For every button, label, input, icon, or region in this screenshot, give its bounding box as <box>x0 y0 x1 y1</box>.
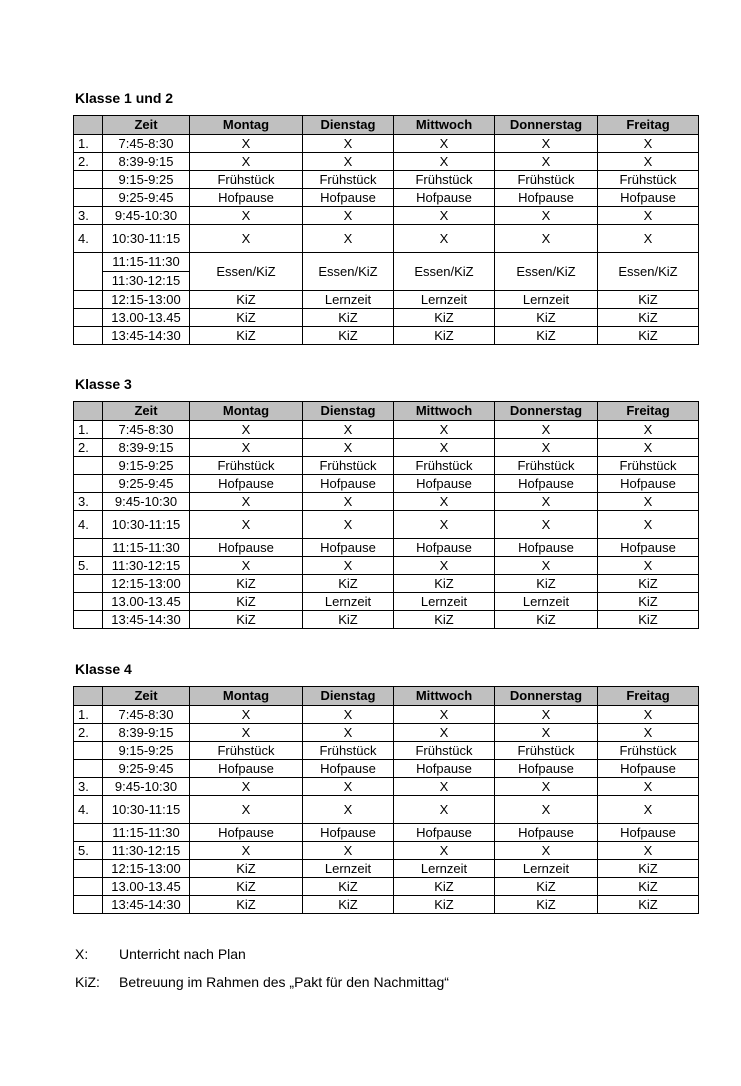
period-number-cell <box>74 824 103 842</box>
table-row <box>74 327 699 345</box>
schedule-cell: Hofpause <box>598 539 699 557</box>
legend-item-kiz <box>75 974 449 990</box>
schedule-cell: KiZ <box>303 309 394 327</box>
table-row <box>74 539 699 557</box>
schedule-cell: X <box>190 724 303 742</box>
schedule-cell: Lernzeit <box>394 291 495 309</box>
schedule-cell: KiZ <box>598 896 699 914</box>
time-cell: 8:39-9:15 <box>103 439 190 457</box>
schedule-cell: X <box>598 421 699 439</box>
table-row <box>74 724 699 742</box>
schedule-cell: KiZ <box>598 575 699 593</box>
table-row <box>74 896 699 914</box>
schedule-cell: Hofpause <box>598 189 699 207</box>
time-cell: 11:30-12:15 <box>103 842 190 860</box>
schedule-cell: KiZ <box>598 611 699 629</box>
schedule-cell: Hofpause <box>190 824 303 842</box>
time-cell: 9:15-9:25 <box>103 742 190 760</box>
schedule-cell: Hofpause <box>495 475 598 493</box>
schedule-cell: Lernzeit <box>303 291 394 309</box>
table-header-row <box>74 116 699 135</box>
header-cell: Dienstag <box>303 687 394 706</box>
table-row <box>74 778 699 796</box>
period-number-cell <box>74 860 103 878</box>
schedule-cell: X <box>598 706 699 724</box>
table-row <box>74 475 699 493</box>
schedule-cell: KiZ <box>190 878 303 896</box>
time-cell: 9:25-9:45 <box>103 475 190 493</box>
period-number-cell <box>74 457 103 475</box>
period-number-cell: 5. <box>74 557 103 575</box>
section-title-klasse-1-2: Klasse 1 und 2 <box>75 90 174 106</box>
schedule-cell: X <box>394 225 495 253</box>
schedule-cell: X <box>190 153 303 171</box>
header-cell: Dienstag <box>303 116 394 135</box>
legend-key: KiZ: <box>75 974 100 990</box>
period-number-cell: 4. <box>74 225 103 253</box>
legend-key: X: <box>75 946 89 962</box>
schedule-cell: X <box>598 153 699 171</box>
schedule-cell: X <box>598 796 699 824</box>
schedule-cell: Lernzeit <box>394 860 495 878</box>
time-cell: 13.00-13.45 <box>103 593 190 611</box>
time-cell: 9:45-10:30 <box>103 207 190 225</box>
table-row <box>74 878 699 896</box>
schedule-cell: KiZ <box>598 593 699 611</box>
schedule-cell: KiZ <box>394 611 495 629</box>
schedule-cell: KiZ <box>495 309 598 327</box>
header-cell: Mittwoch <box>394 687 495 706</box>
schedule-cell: X <box>598 493 699 511</box>
schedule-cell: X <box>394 557 495 575</box>
legend-text: Unterricht nach Plan <box>119 946 246 962</box>
timetable-klasse-1-2 <box>73 115 699 345</box>
period-number-cell: 2. <box>74 153 103 171</box>
schedule-cell: X <box>598 842 699 860</box>
time-cell: 7:45-8:30 <box>103 706 190 724</box>
schedule-cell: KiZ <box>303 878 394 896</box>
time-cell: 13.00-13.45 <box>103 878 190 896</box>
schedule-cell: Hofpause <box>495 189 598 207</box>
timetable-klasse-3 <box>73 401 699 629</box>
schedule-cell: X <box>394 207 495 225</box>
header-cell: Montag <box>190 687 303 706</box>
legend-item-x <box>75 946 246 962</box>
schedule-cell: Frühstück <box>495 171 598 189</box>
schedule-cell: X <box>190 207 303 225</box>
schedule-cell: Hofpause <box>394 475 495 493</box>
time-cell: 12:15-13:00 <box>103 291 190 309</box>
legend-text: Betreuung im Rahmen des „Pakt für den Nachmittag“ <box>119 974 449 990</box>
schedule-cell: X <box>495 842 598 860</box>
schedule-cell: Frühstück <box>598 742 699 760</box>
time-cell: 10:30-11:15 <box>103 225 190 253</box>
period-number-cell <box>74 253 103 291</box>
schedule-cell: X <box>598 557 699 575</box>
schedule-cell: Frühstück <box>598 457 699 475</box>
schedule-cell: KiZ <box>190 860 303 878</box>
schedule-cell: X <box>190 778 303 796</box>
schedule-cell: X <box>303 796 394 824</box>
schedule-cell: Hofpause <box>394 824 495 842</box>
period-number-cell: 2. <box>74 724 103 742</box>
period-number-cell <box>74 611 103 629</box>
time-cell: 10:30-11:15 <box>103 796 190 824</box>
schedule-cell: X <box>394 511 495 539</box>
schedule-cell: X <box>303 225 394 253</box>
section-title-klasse-4: Klasse 4 <box>75 661 132 677</box>
table-row <box>74 457 699 475</box>
time-cell: 13.00-13.45 <box>103 309 190 327</box>
time-cell: 10:30-11:15 <box>103 511 190 539</box>
schedule-cell: X <box>394 706 495 724</box>
header-cell-blank <box>74 116 103 135</box>
header-cell: Zeit <box>103 116 190 135</box>
time-cell: 9:45-10:30 <box>103 778 190 796</box>
table-header-row <box>74 402 699 421</box>
schedule-cell: KiZ <box>394 575 495 593</box>
timetable-klasse-4 <box>73 686 699 914</box>
time-cell: 12:15-13:00 <box>103 860 190 878</box>
schedule-cell: Hofpause <box>303 539 394 557</box>
period-number-cell: 2. <box>74 439 103 457</box>
table-row <box>74 189 699 207</box>
header-cell: Mittwoch <box>394 116 495 135</box>
schedule-cell: KiZ <box>303 611 394 629</box>
schedule-cell: Hofpause <box>394 760 495 778</box>
schedule-cell: Hofpause <box>190 189 303 207</box>
header-cell: Zeit <box>103 687 190 706</box>
schedule-cell: Hofpause <box>495 824 598 842</box>
schedule-cell: X <box>598 724 699 742</box>
header-cell: Montag <box>190 402 303 421</box>
table-row <box>74 421 699 439</box>
schedule-cell: Frühstück <box>598 171 699 189</box>
table-row <box>74 557 699 575</box>
period-number-cell: 4. <box>74 796 103 824</box>
schedule-cell: KiZ <box>394 327 495 345</box>
schedule-cell: X <box>303 724 394 742</box>
schedule-cell: Hofpause <box>394 189 495 207</box>
time-cell: 9:25-9:45 <box>103 760 190 778</box>
schedule-cell: Frühstück <box>394 742 495 760</box>
time-cell: 13:45-14:30 <box>103 327 190 345</box>
schedule-cell: Frühstück <box>190 457 303 475</box>
schedule-cell: X <box>495 557 598 575</box>
time-cell: 11:30-12:15 <box>103 557 190 575</box>
schedule-cell: Hofpause <box>598 475 699 493</box>
schedule-cell: X <box>303 778 394 796</box>
schedule-cell: X <box>495 778 598 796</box>
schedule-cell: X <box>495 225 598 253</box>
period-number-cell <box>74 475 103 493</box>
schedule-cell: X <box>303 557 394 575</box>
header-cell: Mittwoch <box>394 402 495 421</box>
header-cell-blank <box>74 687 103 706</box>
time-cell: 7:45-8:30 <box>103 421 190 439</box>
schedule-cell: X <box>303 439 394 457</box>
schedule-cell: KiZ <box>190 291 303 309</box>
schedule-cell: KiZ <box>190 611 303 629</box>
schedule-cell: X <box>394 493 495 511</box>
schedule-cell: X <box>394 724 495 742</box>
header-cell: Dienstag <box>303 402 394 421</box>
schedule-cell: Lernzeit <box>495 593 598 611</box>
schedule-cell: Essen/KiZ <box>394 253 495 291</box>
schedule-cell: KiZ <box>495 575 598 593</box>
table-row <box>74 207 699 225</box>
schedule-cell: X <box>394 796 495 824</box>
header-cell: Donnerstag <box>495 687 598 706</box>
schedule-cell: X <box>303 421 394 439</box>
schedule-cell: Lernzeit <box>495 291 598 309</box>
schedule-cell: KiZ <box>190 575 303 593</box>
schedule-cell: X <box>190 796 303 824</box>
schedule-cell: X <box>495 706 598 724</box>
split-time-cell <box>103 253 190 291</box>
schedule-cell: Frühstück <box>394 457 495 475</box>
schedule-cell: X <box>190 842 303 860</box>
schedule-cell: KiZ <box>190 896 303 914</box>
schedule-cell: X <box>598 439 699 457</box>
schedule-cell: X <box>190 557 303 575</box>
table-row-split <box>74 253 699 291</box>
schedule-cell: Frühstück <box>495 457 598 475</box>
schedule-cell: X <box>495 511 598 539</box>
schedule-cell: X <box>190 439 303 457</box>
schedule-cell: X <box>598 225 699 253</box>
table-row <box>74 309 699 327</box>
schedule-cell: Lernzeit <box>303 860 394 878</box>
time-cell: 13:45-14:30 <box>103 611 190 629</box>
schedule-cell: X <box>394 421 495 439</box>
period-number-cell <box>74 593 103 611</box>
schedule-cell: X <box>394 135 495 153</box>
time-cell: 11:15-11:30 <box>103 253 189 272</box>
time-cell: 11:30-12:15 <box>111 273 181 288</box>
schedule-cell: Hofpause <box>190 539 303 557</box>
schedule-cell: Hofpause <box>303 475 394 493</box>
table-row <box>74 153 699 171</box>
schedule-cell: X <box>495 796 598 824</box>
period-number-cell <box>74 171 103 189</box>
header-cell: Freitag <box>598 687 699 706</box>
time-cell: 7:45-8:30 <box>103 135 190 153</box>
schedule-cell: KiZ <box>190 593 303 611</box>
period-number-cell <box>74 309 103 327</box>
schedule-cell: KiZ <box>394 896 495 914</box>
period-number-cell: 1. <box>74 135 103 153</box>
schedule-cell: Lernzeit <box>495 860 598 878</box>
split-time-stack <box>103 253 189 290</box>
period-number-cell: 1. <box>74 421 103 439</box>
period-number-cell <box>74 760 103 778</box>
schedule-cell: Hofpause <box>303 760 394 778</box>
schedule-cell: Hofpause <box>394 539 495 557</box>
schedule-cell: X <box>303 493 394 511</box>
table-header-row <box>74 687 699 706</box>
schedule-cell: Frühstück <box>303 171 394 189</box>
table-row <box>74 611 699 629</box>
schedule-cell: Frühstück <box>190 171 303 189</box>
schedule-cell: X <box>303 842 394 860</box>
schedule-cell: Lernzeit <box>303 593 394 611</box>
schedule-cell: KiZ <box>598 309 699 327</box>
schedule-cell: X <box>190 493 303 511</box>
schedule-cell: X <box>598 778 699 796</box>
schedule-cell: X <box>190 706 303 724</box>
schedule-cell: KiZ <box>303 575 394 593</box>
schedule-cell: X <box>495 724 598 742</box>
time-cell: 9:15-9:25 <box>103 171 190 189</box>
period-number-cell <box>74 327 103 345</box>
time-cell: 8:39-9:15 <box>103 724 190 742</box>
schedule-cell: KiZ <box>303 327 394 345</box>
period-number-cell <box>74 291 103 309</box>
schedule-cell: KiZ <box>190 309 303 327</box>
period-number-cell: 1. <box>74 706 103 724</box>
schedule-cell: Hofpause <box>190 475 303 493</box>
schedule-cell: Hofpause <box>303 824 394 842</box>
schedule-cell: Frühstück <box>303 457 394 475</box>
schedule-cell: KiZ <box>190 327 303 345</box>
table-row <box>74 511 699 539</box>
table-row <box>74 439 699 457</box>
schedule-cell: X <box>303 207 394 225</box>
time-cell: 12:15-13:00 <box>103 575 190 593</box>
schedule-cell: X <box>394 439 495 457</box>
schedule-cell: X <box>190 421 303 439</box>
table-row <box>74 493 699 511</box>
schedule-cell: X <box>495 153 598 171</box>
schedule-cell: X <box>394 778 495 796</box>
table-row <box>74 842 699 860</box>
time-cell: 13:45-14:30 <box>103 896 190 914</box>
table-row <box>74 575 699 593</box>
schedule-cell: X <box>495 135 598 153</box>
time-cell: 9:25-9:45 <box>103 189 190 207</box>
table-row <box>74 225 699 253</box>
schedule-cell: Essen/KiZ <box>303 253 394 291</box>
header-cell: Freitag <box>598 116 699 135</box>
table-row <box>74 171 699 189</box>
table-row <box>74 135 699 153</box>
schedule-cell: Hofpause <box>303 189 394 207</box>
table-row <box>74 760 699 778</box>
header-cell-blank <box>74 402 103 421</box>
time-cell: 8:39-9:15 <box>103 153 190 171</box>
schedule-cell: KiZ <box>495 611 598 629</box>
schedule-cell: X <box>190 225 303 253</box>
schedule-cell: X <box>303 706 394 724</box>
period-number-cell <box>74 896 103 914</box>
header-cell: Donnerstag <box>495 116 598 135</box>
schedule-cell: X <box>495 439 598 457</box>
schedule-cell: KiZ <box>303 896 394 914</box>
schedule-cell: Frühstück <box>394 171 495 189</box>
schedule-cell: KiZ <box>598 291 699 309</box>
schedule-cell: KiZ <box>495 896 598 914</box>
header-cell: Freitag <box>598 402 699 421</box>
schedule-cell: Hofpause <box>495 760 598 778</box>
table-row <box>74 593 699 611</box>
schedule-cell: Lernzeit <box>394 593 495 611</box>
period-number-cell: 5. <box>74 842 103 860</box>
schedule-cell: KiZ <box>394 878 495 896</box>
time-cell: 11:15-11:30 <box>103 539 190 557</box>
table-row <box>74 824 699 842</box>
schedule-cell: KiZ <box>495 878 598 896</box>
schedule-cell: X <box>495 493 598 511</box>
time-cell: 9:15-9:25 <box>103 457 190 475</box>
schedule-cell: X <box>495 421 598 439</box>
table-row <box>74 796 699 824</box>
schedule-cell: X <box>495 207 598 225</box>
header-cell: Montag <box>190 116 303 135</box>
period-number-cell: 3. <box>74 207 103 225</box>
schedule-cell: Essen/KiZ <box>190 253 303 291</box>
schedule-cell: Hofpause <box>598 760 699 778</box>
schedule-cell: X <box>303 135 394 153</box>
schedule-cell: KiZ <box>598 327 699 345</box>
time-cell: 11:15-11:30 <box>103 824 190 842</box>
schedule-cell: X <box>598 207 699 225</box>
period-number-cell: 3. <box>74 493 103 511</box>
period-number-cell <box>74 189 103 207</box>
schedule-cell: Hofpause <box>190 760 303 778</box>
schedule-cell: KiZ <box>598 860 699 878</box>
table-row <box>74 742 699 760</box>
schedule-cell: X <box>303 153 394 171</box>
schedule-cell: X <box>598 511 699 539</box>
table-row <box>74 291 699 309</box>
period-number-cell <box>74 575 103 593</box>
period-number-cell <box>74 539 103 557</box>
period-number-cell: 3. <box>74 778 103 796</box>
schedule-cell: Hofpause <box>495 539 598 557</box>
schedule-cell: X <box>598 135 699 153</box>
table-row <box>74 860 699 878</box>
header-cell: Donnerstag <box>495 402 598 421</box>
schedule-cell: Frühstück <box>303 742 394 760</box>
schedule-cell: Hofpause <box>598 824 699 842</box>
schedule-cell: Frühstück <box>495 742 598 760</box>
schedule-cell: KiZ <box>598 878 699 896</box>
schedule-cell: Essen/KiZ <box>495 253 598 291</box>
section-title-klasse-3: Klasse 3 <box>75 376 132 392</box>
schedule-cell: X <box>303 511 394 539</box>
schedule-cell: Essen/KiZ <box>598 253 699 291</box>
schedule-cell: X <box>394 842 495 860</box>
schedule-cell: KiZ <box>394 309 495 327</box>
period-number-cell <box>74 878 103 896</box>
schedule-cell: X <box>190 511 303 539</box>
time-cell: 9:45-10:30 <box>103 493 190 511</box>
period-number-cell: 4. <box>74 511 103 539</box>
schedule-cell: X <box>394 153 495 171</box>
schedule-cell: KiZ <box>495 327 598 345</box>
schedule-cell: X <box>190 135 303 153</box>
header-cell: Zeit <box>103 402 190 421</box>
table-row <box>74 706 699 724</box>
schedule-cell: Frühstück <box>190 742 303 760</box>
period-number-cell <box>74 742 103 760</box>
